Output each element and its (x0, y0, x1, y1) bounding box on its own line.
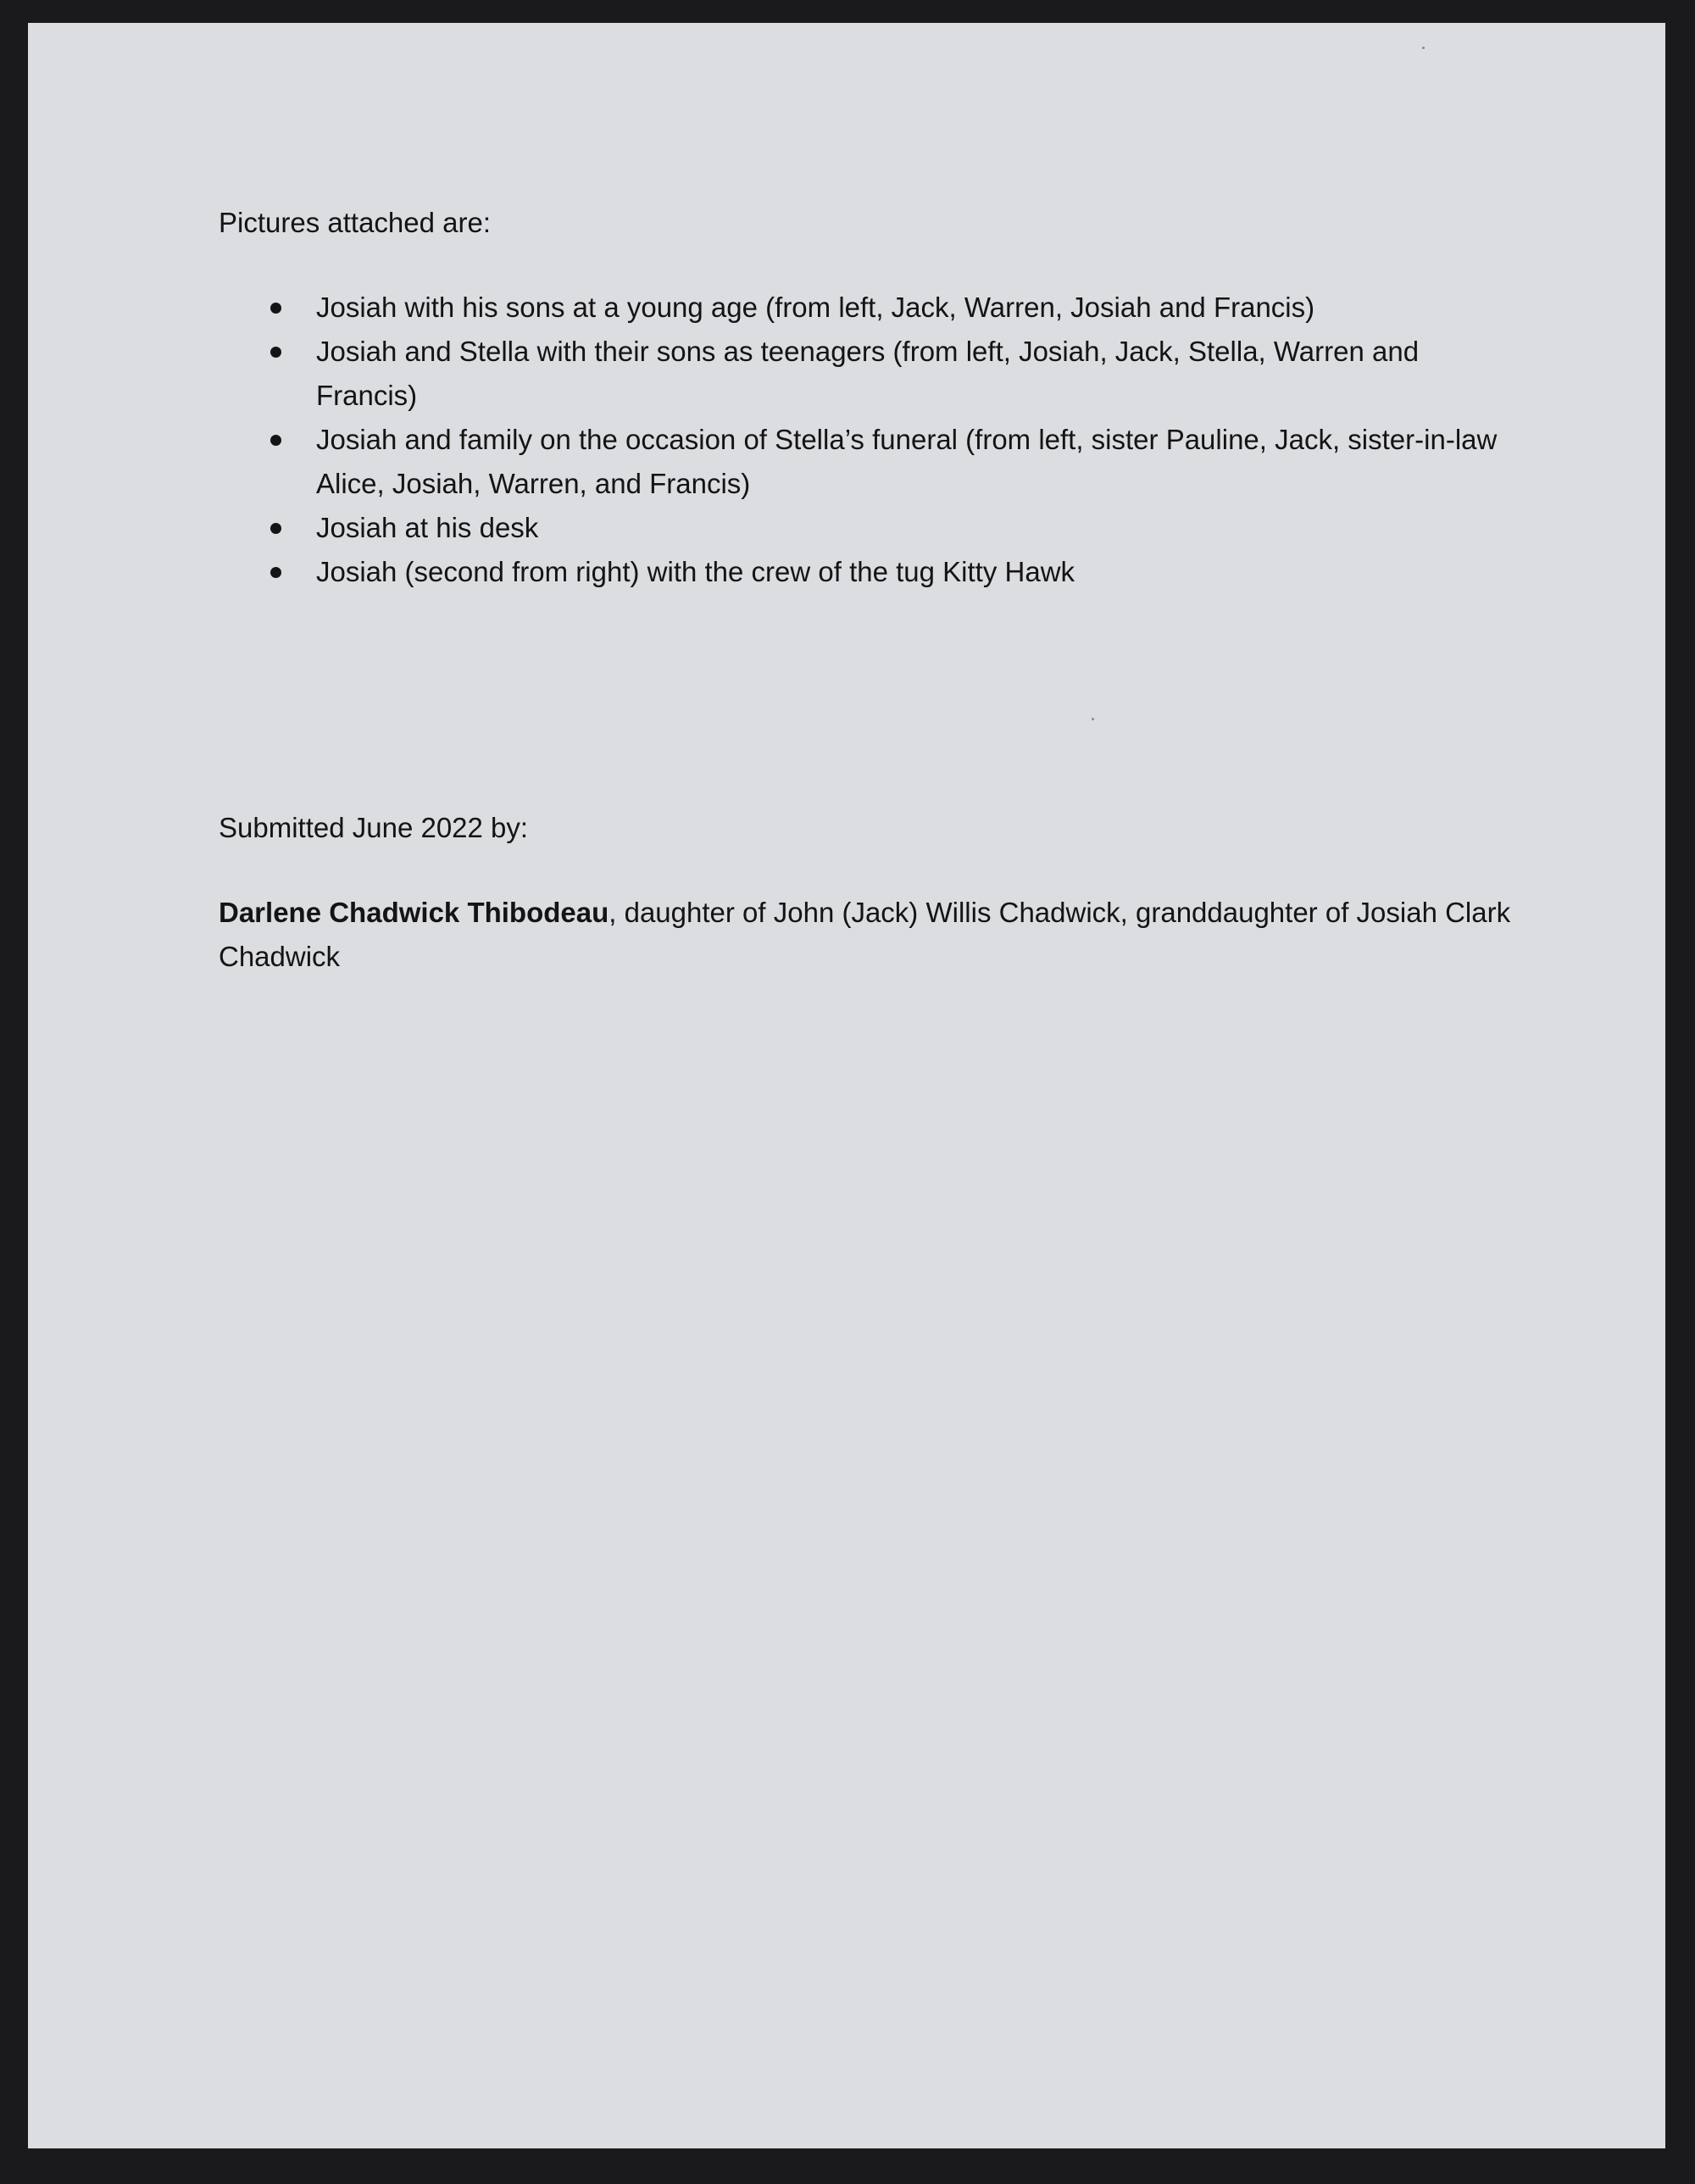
paper-speck (1422, 47, 1425, 49)
list-item-text: Josiah and Stella with their sons as teenagers (from left, Josiah, Jack, Stella, Warren and Francis) (316, 336, 1420, 411)
document-page (28, 23, 1665, 2148)
bullet-icon (270, 435, 281, 446)
list-item (219, 418, 1541, 506)
list-item-text: Josiah and family on the occasion of Stella’s funeral (from left, sister Pauline, Jack, sister-in-law Alice, Josiah, Warren, and Francis) (316, 424, 1498, 499)
document-body (219, 201, 1541, 979)
list-item (219, 286, 1541, 330)
submitted-line: Submitted June 2022 by: (219, 812, 529, 843)
bullet-icon (270, 523, 281, 534)
bullet-icon (270, 303, 281, 314)
pictures-list (219, 286, 1541, 594)
signature-paragraph (219, 891, 1541, 979)
list-item-text: Josiah with his sons at a young age (from left, Jack, Warren, Josiah and Francis) (316, 292, 1315, 323)
list-item (219, 506, 1541, 550)
list-item (219, 330, 1541, 418)
list-item-text: Josiah (second from right) with the crew of the tug Kitty Hawk (316, 556, 1075, 587)
list-item-text: Josiah at his desk (316, 512, 539, 543)
signature-name: Darlene Chadwick Thibodeau (219, 897, 609, 928)
signature-description: , daughter of John (Jack) Willis Chadwick, granddaughter of Josiah Clark Chadwick (219, 897, 1511, 972)
bullet-icon (270, 347, 281, 358)
bullet-icon (270, 567, 281, 578)
intro-text: Pictures attached are: (219, 207, 492, 238)
list-item (219, 550, 1541, 594)
